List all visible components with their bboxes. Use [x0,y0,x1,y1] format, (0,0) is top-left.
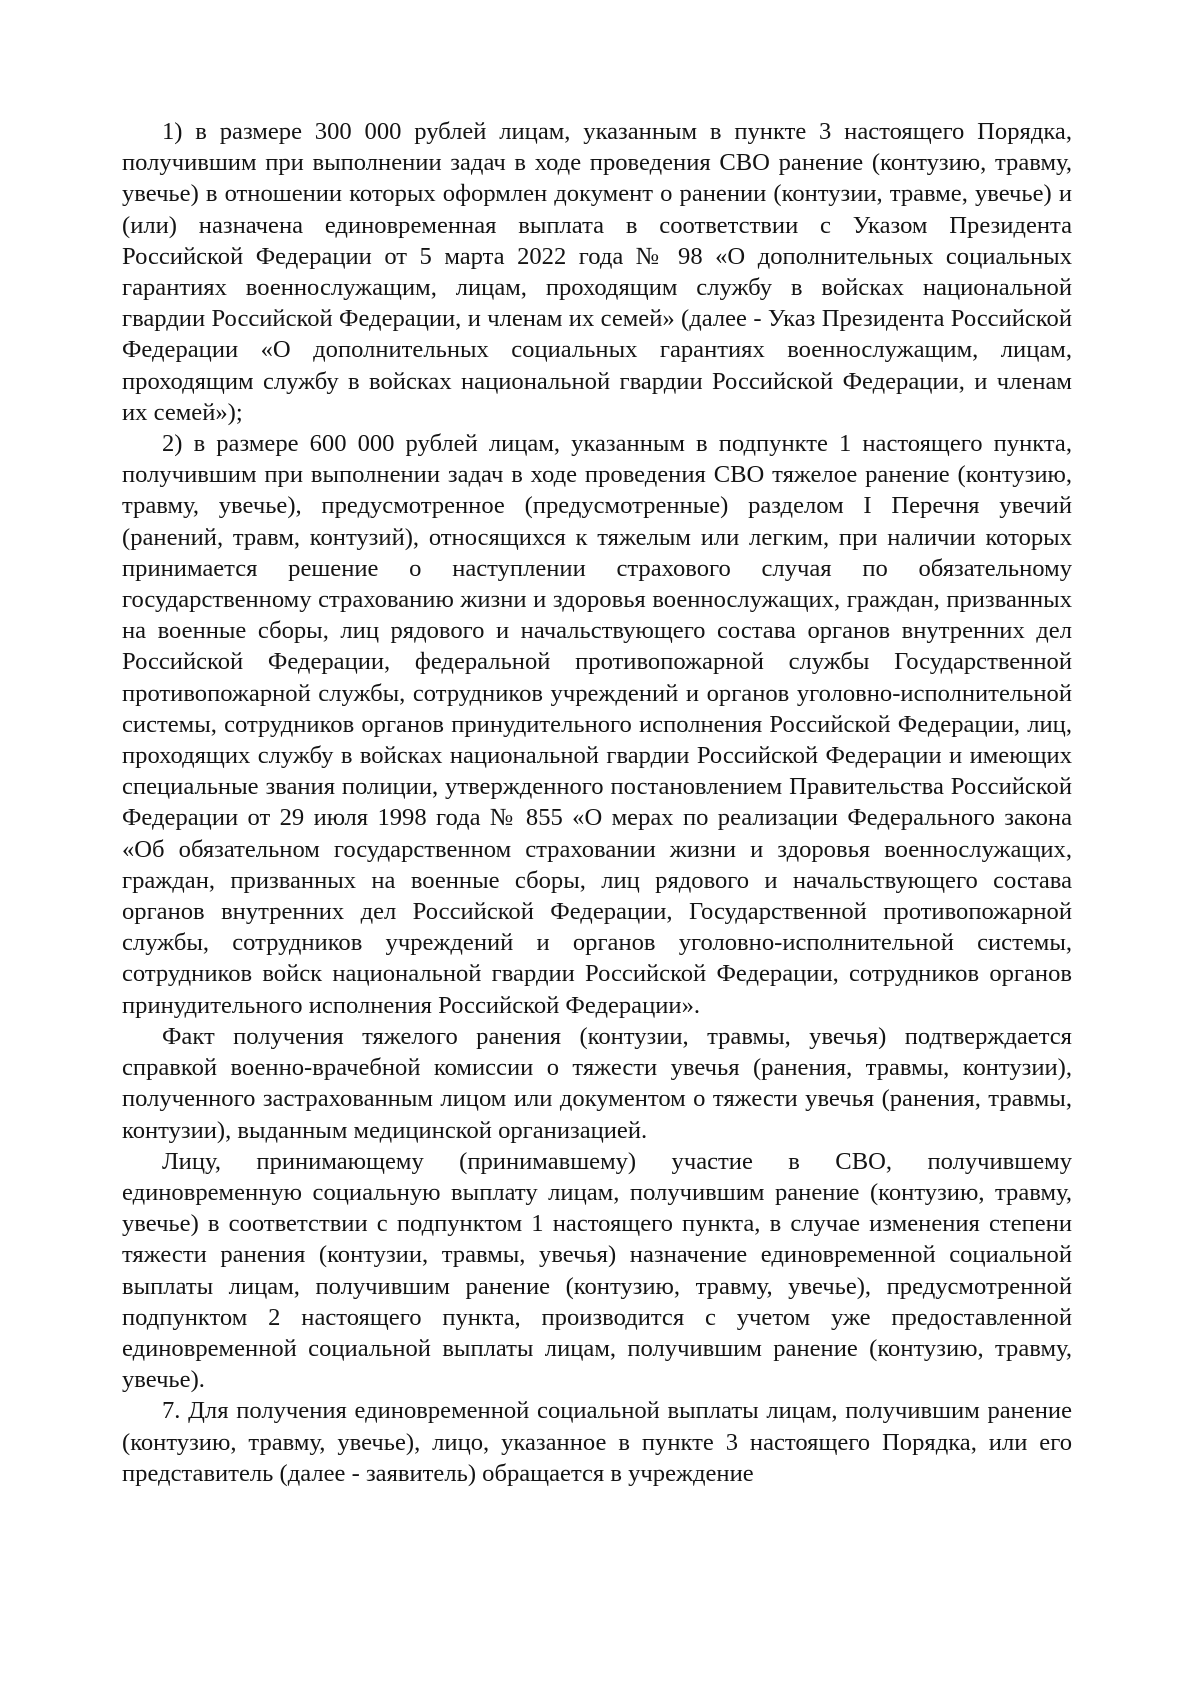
document-page [122,116,1072,1489]
paragraph-5: 7. Для получения единовременной социальной выплаты лицам, получившим ранение (контузию, травму, увечье), лицо, указанное в пункте 3 настоящего Порядка, или его представитель (далее - заявитель) обращается в учреждение [122,1397,1072,1487]
paragraph-2: 2) в размере 600 000 рублей лицам, указанным в подпункте 1 настоящего пункта, получившим при выполнении задач в ходе проведения СВО тяжелое ранение (контузию, травму, увечье), предусмотренное (предусмотренные) разделом I Перечня увечий (ранений, травм, контузий), относящихся к тяжелым или легким, при наличии которых принимается решение о наступлении страхового случая по обязательному государственному страхованию жизни и здоровья военнослужащих, граждан, призванных на военные сборы, лиц рядового и начальствующего состава органов внутренних дел Российской Федерации, федеральной противопожарной службы Государственной противопожарной службы, сотрудников учреждений и органов уголовно-исполнительной системы, сотрудников органов принудительного исполнения Российской Федерации, лиц, проходящих службу в войсках национальной гвардии Российской Федерации и имеющих специальные звания полиции, утвержденного постановлением Правительства Российской Федерации от 29 июля 1998 года № 855 «О мерах по реализации Федерального закона «Об обязательном государственном страховании жизни и здоровья военнослужащих, граждан, призванных на военные сборы, лиц рядового и начальствующего состава органов внутренних дел Российской Федерации, Государственной противопожарной службы, сотрудников учреждений и органов уголовно-исполнительной системы, сотрудников войск национальной гвардии Российской Федерации, сотрудников органов принудительного исполнения Российской Федерации». [122,430,1072,1019]
paragraph-3: Факт получения тяжелого ранения (контузии, травмы, увечья) подтверждается справкой военно-врачебной комиссии о тяжести увечья (ранения, травмы, контузии), полученного застрахованным лицом или документом о тяжести увечья (ранения, травмы, контузии), выданным медицинской организацией. [122,1022,1072,1144]
paragraph-4: Лицу, принимающему (принимавшему) участие в СВО, получившему единовременную социальную выплату лицам, получившим ранение (контузию, травму, увечье) в соответствии с подпунктом 1 настоящего пункта, в случае изменения степени тяжести ранения (контузии, травмы, увечья) назначение единовременной социальной выплаты лицам, получившим ранение (контузию, травму, увечье), предусмотренной подпунктом 2 настоящего пункта, производится с учетом уже предоставленной единовременной социальной выплаты лицам, получившим ранение (контузию, травму, увечье). [122,1147,1072,1394]
paragraph-1: 1) в размере 300 000 рублей лицам, указанным в пункте 3 настоящего Порядка, получившим при выполнении задач в ходе проведения СВО ранение (контузию, травму, увечье) в отношении которых оформлен документ о ранении (контузии, травме, увечье) и (или) назначена единовременная выплата в соответствии с Указом Президента Российской Федерации от 5 марта 2022 года № 98 «О дополнительных социальных гарантиях военнослужащим, лицам, проходящим службу в войсках национальной гвардии Российской Федерации, и членам их семей» (далее - Указ Президента Российской Федерации «О дополнительных социальных гарантиях военнослужащим, лицам, проходящим службу в войсках национальной гвардии Российской Федерации, и членам их семей»); [122,118,1072,426]
